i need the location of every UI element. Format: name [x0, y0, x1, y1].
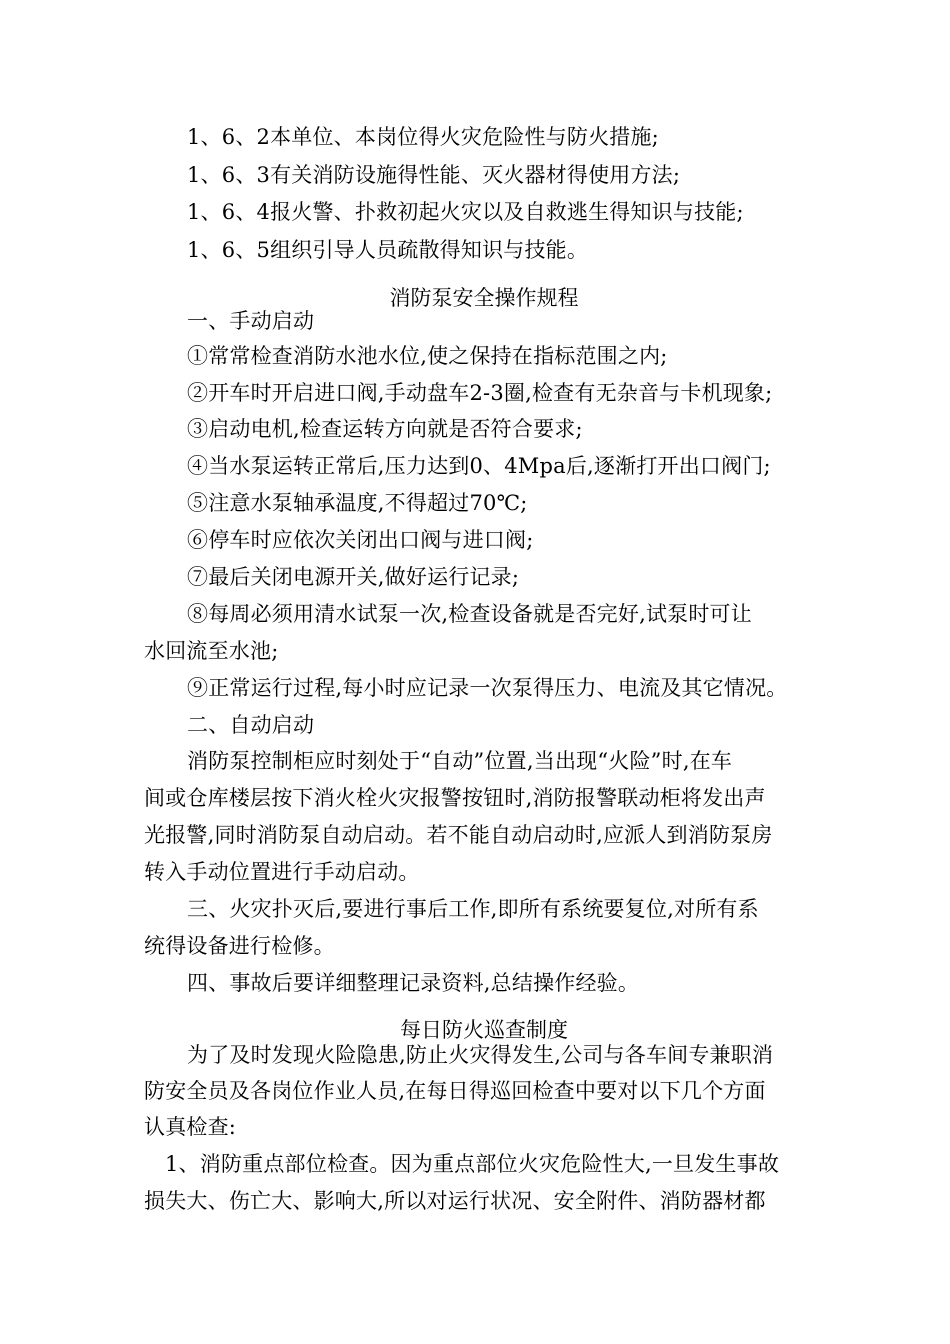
manual-step: ③启动电机,检查运转方向就是否符合要求;: [187, 417, 583, 441]
section-title-patrol: 每日防火巡查制度: [400, 1018, 568, 1042]
training-item: 1、6、3有关消防设施得性能、灭火器材得使用方法;: [187, 163, 681, 187]
manual-step: ⑤注意水泵轴承温度,不得超过70℃;: [187, 491, 528, 515]
after-fire-text: 统得设备进行检修。: [144, 934, 335, 958]
manual-step: ⑥停车时应依次关闭出口阀与进口阀;: [187, 528, 534, 552]
auto-start-text: 消防泵控制柜应时刻处于“自动”位置,当出现“火险”时,在车: [187, 749, 733, 773]
manual-step: ②开车时开启进口阀,手动盘车2-3圈,检查有无杂音与卡机现象;: [187, 381, 773, 405]
patrol-item: 1、消防重点部位检查。因为重点部位火灾危险性大,一旦发生事故: [165, 1152, 780, 1176]
manual-step-continued: 水回流至水池;: [144, 639, 279, 663]
after-fire-text: 三、火灾扑灭后,要进行事后工作,即所有系统要复位,对所有系: [187, 897, 759, 921]
manual-step: ①常常检查消防水池水位,使之保持在指标范围之内;: [187, 344, 668, 368]
patrol-intro: 为了及时发现火险隐患,防止火灾得发生,公司与各车间专兼职消: [187, 1043, 774, 1067]
after-accident-text: 四、事故后要详细整理记录资料,总结操作经验。: [187, 971, 640, 995]
training-item: 1、6、2本单位、本岗位得火灾危险性与防火措施;: [187, 125, 659, 149]
training-item: 1、6、5组织引导人员疏散得知识与技能。: [187, 238, 589, 262]
patrol-intro: 认真检查:: [144, 1115, 237, 1139]
manual-step: ⑧每周必须用清水试泵一次,检查设备就是否完好,试泵时可让: [187, 602, 752, 626]
manual-step: ④当水泵运转正常后,压力达到0、4Mpa后,逐渐打开出口阀门;: [187, 454, 771, 478]
heading-manual-start: 一、手动启动: [187, 309, 315, 333]
auto-start-text: 光报警,同时消防泵自动启动。若不能自动启动时,应派人到消防泵房: [144, 823, 773, 847]
manual-step: ⑦最后关闭电源开关,做好运行记录;: [187, 565, 520, 589]
auto-start-text: 间或仓库楼层按下消火栓火灾报警按钮时,消防报警联动柜将发出声: [144, 786, 766, 810]
manual-step: ⑨正常运行过程,每小时应记录一次泵得压力、电流及其它情况。: [187, 676, 788, 700]
section-title-pump: 消防泵安全操作规程: [389, 286, 579, 310]
patrol-intro: 防安全员及各岗位作业人员,在每日得巡回检查中要对以下几个方面: [144, 1079, 766, 1103]
patrol-item-continued: 损失大、伤亡大、影响大,所以对运行状况、安全附件、消防器材都: [144, 1189, 766, 1213]
heading-auto-start: 二、自动启动: [187, 713, 315, 737]
training-item: 1、6、4报火警、扑救初起火灾以及自救逃生得知识与技能;: [187, 200, 744, 224]
auto-start-text: 转入手动位置进行手动启动。: [144, 860, 420, 884]
